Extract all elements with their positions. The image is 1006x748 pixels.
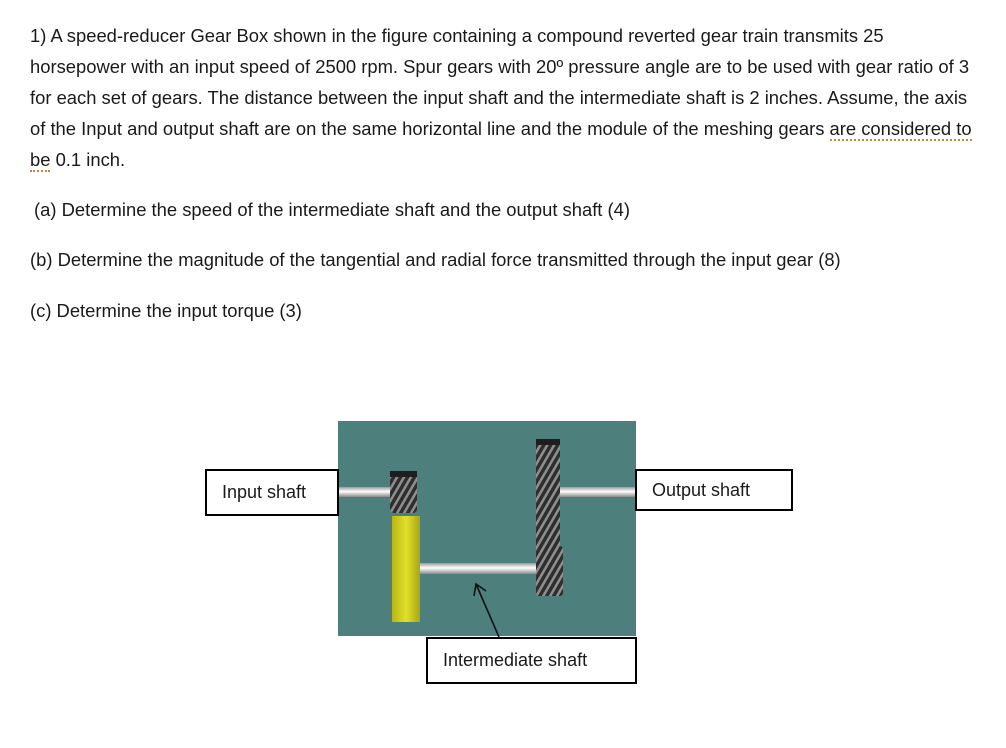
question-c: (c) Determine the input torque (3) <box>30 300 302 321</box>
output-shaft-label: Output shaft <box>635 469 793 511</box>
question-b: (b) Determine the magnitude of the tangential and radial force transmitted through the input gear (8) <box>30 249 841 270</box>
dotted-phrase: are considered to be <box>30 118 972 170</box>
input-shaft-label: Input shaft <box>205 469 339 516</box>
intro-text-1: 1) A speed-reducer Gear Box shown in the figure containing a compound reverted gear train transmits 25 horsepower with an input speed of 2500 rpm. Spur gears with 20º pressure angle are to be used with gear ratio of 3 for each set of gears. The distance between the input shaft and the intermediate shaft is 2 inches. Assume, the axis of the Input and output shaft are on the same horizontal line and the module of the meshing gears <box>30 25 970 139</box>
question-a: (a) Determine the speed of the intermediate shaft and the output shaft (4) <box>34 199 630 220</box>
intro-text-2: 0.1 inch. <box>50 149 126 170</box>
intermediate-shaft-label: Intermediate shaft <box>426 637 637 684</box>
